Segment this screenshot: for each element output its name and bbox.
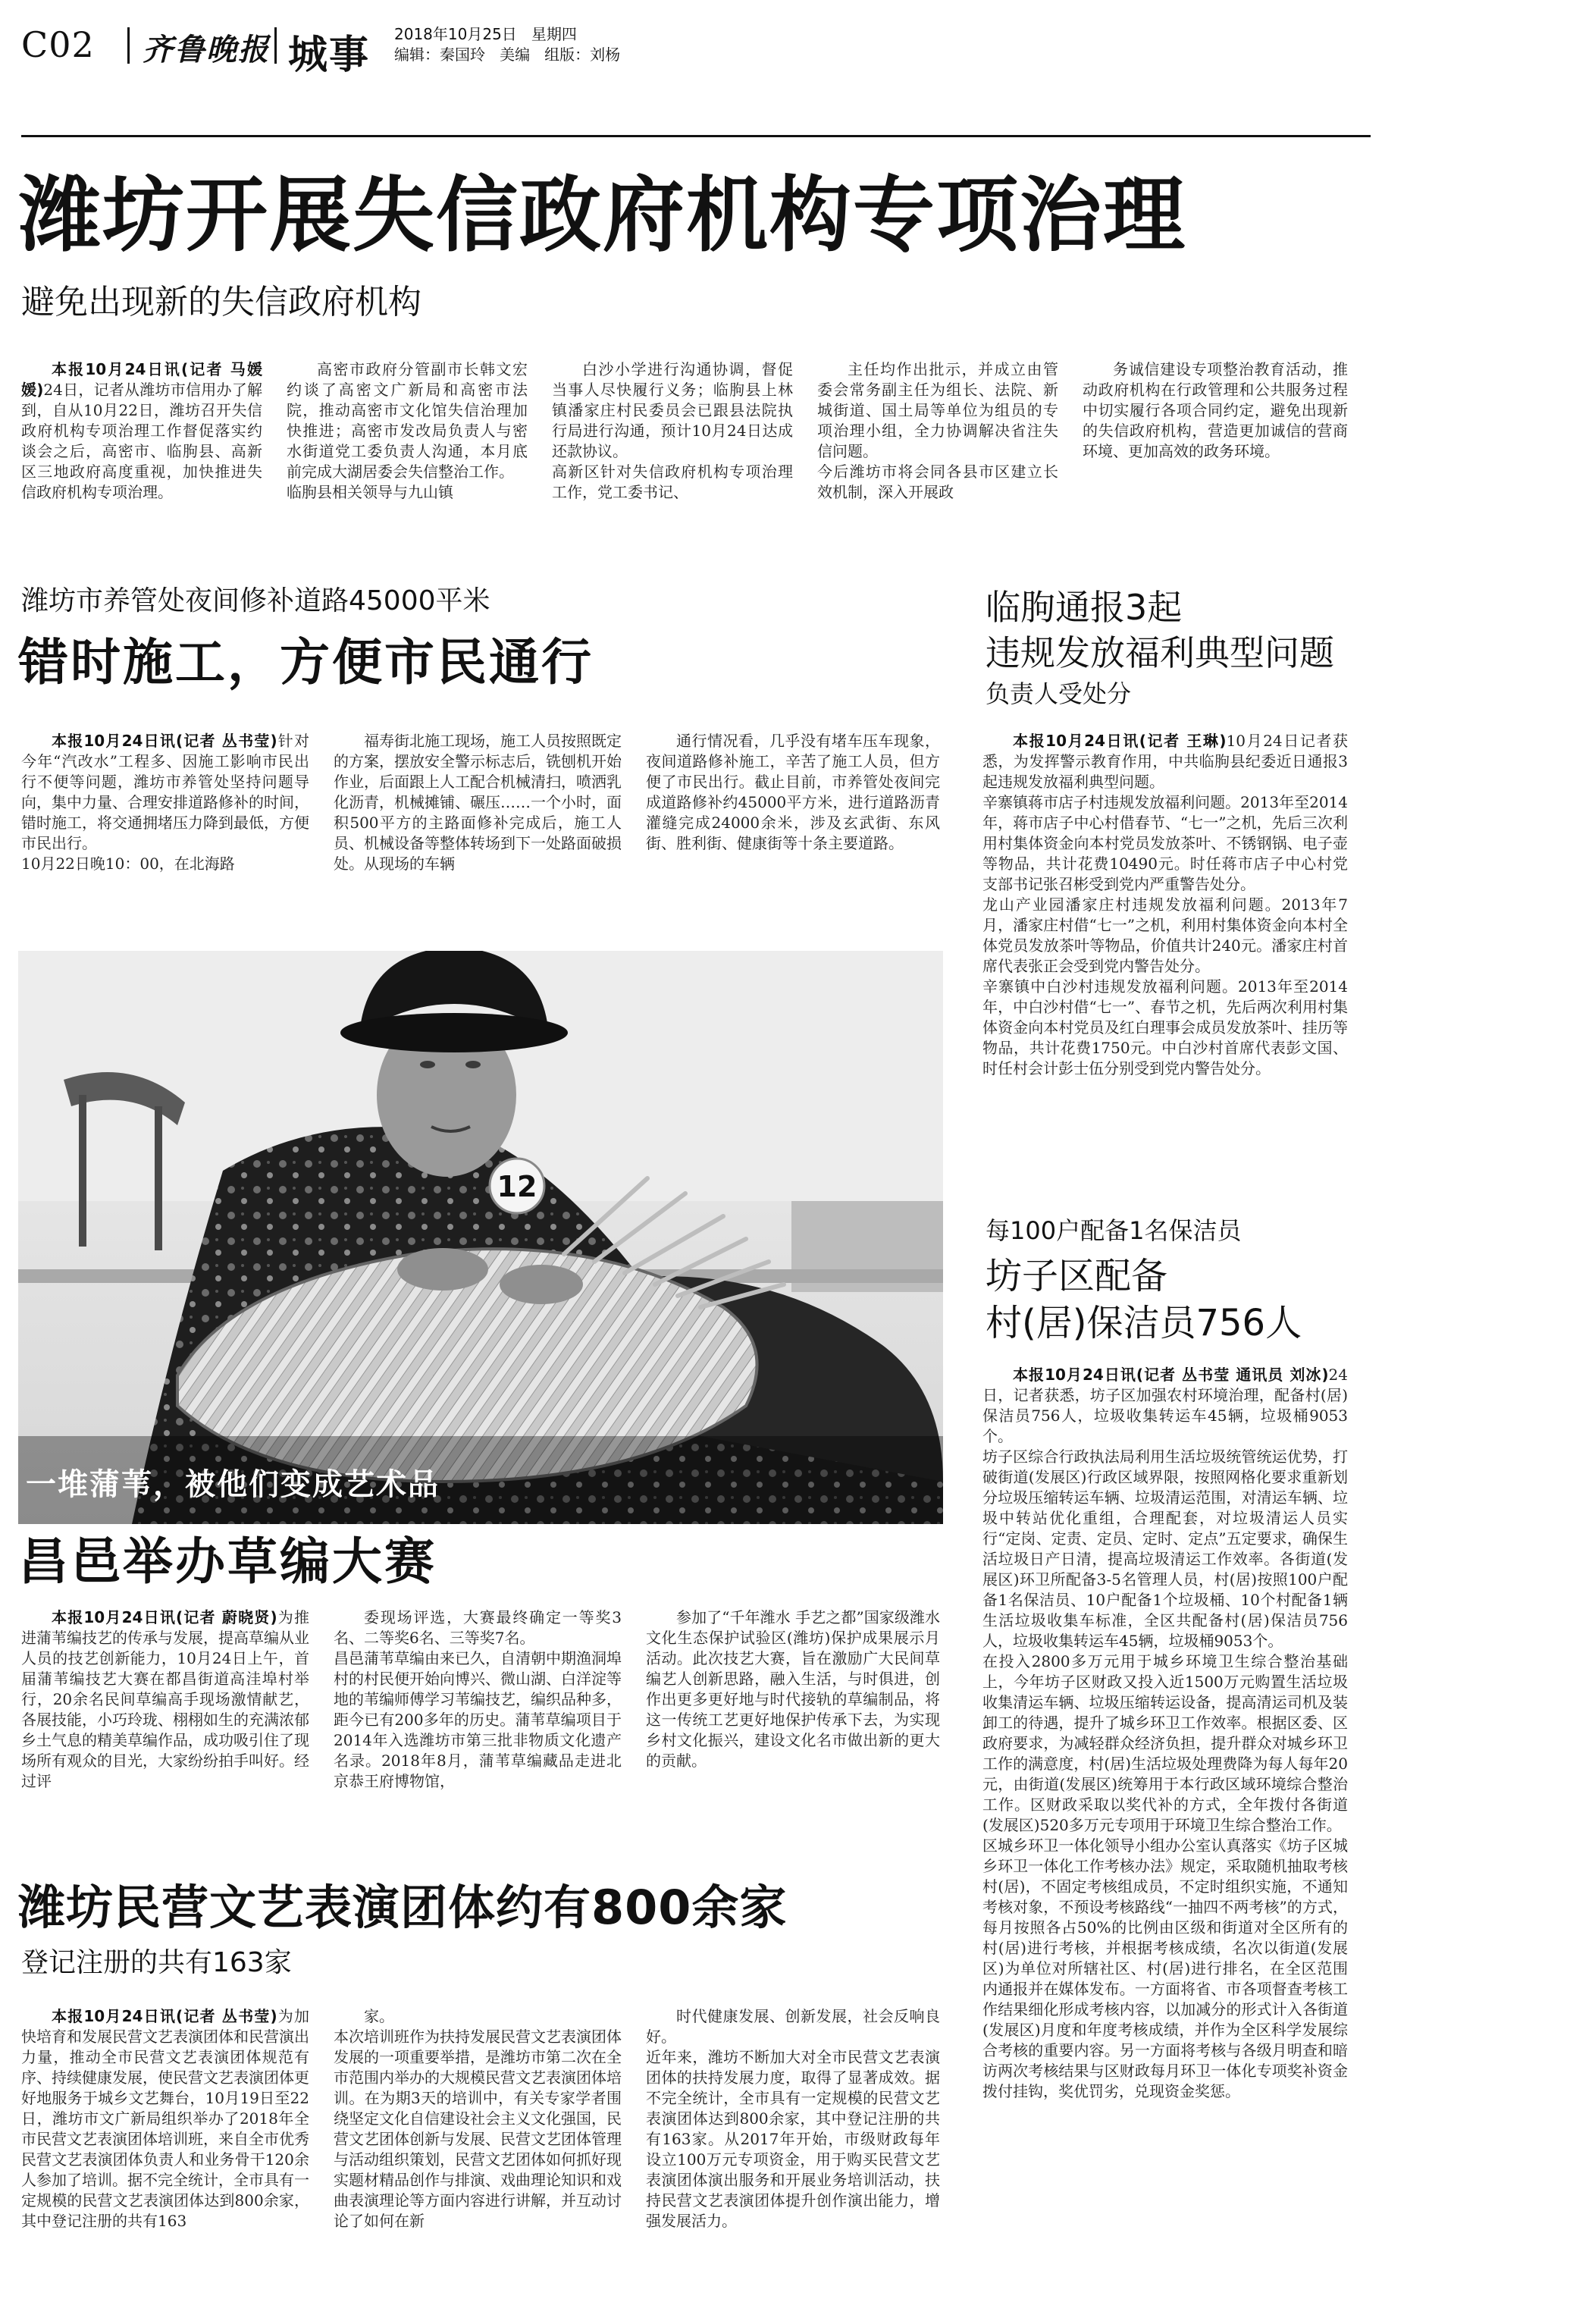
lead-column-5: 务诚信建设专项整治教育活动，推动政府机构在行政管理和公共服务过程中切实履行各项合同约定，避免出现新的失信政府机构，营造更加诚信的营商环境、更加高效的政务环境。 (1083, 360, 1348, 460)
road-column-3: 通行情况看，几乎没有堵车压车现象，夜间道路修补施工，辛苦了施工人员，但方便了市民出行。截止目前，市养管处夜间完成道路修补约45000平方米，进行道路沥青灌缝完成24000余米，涉及玄武街、东风街、胜利街、健康街等十条主要道路。 (646, 732, 940, 852)
linqu-subheadline: 负责人受处分 (986, 679, 1132, 708)
lead-subheadline: 避免出现新的失信政府机构 (21, 283, 421, 321)
cleaner-headline-line2: 村(居)保洁员756人 (986, 1302, 1302, 1344)
troupe-byline: 本报10月24日讯(记者 丛书莹) (52, 2007, 277, 2025)
newspaper-logo: 齐鲁晚报 (143, 32, 270, 67)
linqu-headline-line2: 违规发放福利典型问题 (986, 632, 1334, 673)
troupe-headline: 潍坊民营文艺表演团体约有800余家 (18, 1880, 788, 1935)
cleaner-body (982, 1365, 1348, 2297)
road-byline: 本报10月24日讯(记者 丛书莹) (52, 732, 277, 750)
troupe-subheadline: 登记注册的共有163家 (21, 1947, 292, 1978)
lead-column-1 (21, 359, 262, 549)
photo-caption: 一堆蒲苇，被他们变成艺术品 (26, 1467, 440, 1502)
photo-woman-weaving-basket (18, 951, 943, 1524)
cleaner-byline: 本报10月24日讯(记者 丛书莹 通讯员 刘冰) (1013, 1366, 1329, 1384)
masthead-meta (394, 24, 620, 65)
lead-column-2: 高密市政府分管副市长韩文宏约谈了高密文广新局和高密市法院，推动高密市文化馆失信治理加快推进；高密市发改局负责人与密水街道党工委负责人沟通，本月底前完成大湖居委会失信整治工作。 临朐县相关领导与九山镇 (287, 360, 528, 501)
road-headline: 错时施工，方便市民通行 (18, 633, 594, 692)
weaving-headline: 昌邑举办草编大赛 (18, 1532, 437, 1591)
editor-credits: 编辑：秦国玲 美编 组版：刘杨 (394, 45, 621, 64)
road-column-1 (21, 731, 309, 940)
troupe-column-3: 时代健康发展、创新发展，社会反响良好。 近年来，潍坊不断加大对全市民营文艺表演团体的扶持发展力度，取得了显著成效。据不完全统计，全市具有一定规模的民营文艺表演团体达到800余家，其中登记注册的共有163家。从2017年开始，市级财政每年设立100万元专项资金，用于购买民营文艺表演团体演出服务和开展业务培训活动，扶持民营文艺表演团体提升创作演出能力，增强发展活力。 (646, 2007, 940, 2230)
issue-date: 2018年10月25日 星期四 (394, 25, 577, 43)
weaving-column-3: 参加了“千年潍水 手艺之都”国家级潍水文化生态保护试验区(潍坊)保护成果展示月活动。此次技艺大赛，旨在激励广大民间草编艺人创新思路，融入生活，与时俱进，创作出更多更好地与时代接轨的草编制品，将这一传统工艺更好地保护传承下去，为实现乡村文化振兴，建设文化名市做出新的更大的贡献。 (646, 1608, 940, 1770)
road-column-2: 福寿街北施工现场，施工人员按照既定的方案，摆放安全警示标志后，铣刨机开始作业，后面跟上人工配合机械清扫，喷洒乳化沥青，机械摊铺、碾压……一个小时，面积500平方的主路面修补完成后，施工人员、机械设备等整体转场到下一处路面破损处。从现场的车辆 (334, 732, 622, 873)
road-kicker: 潍坊市养管处夜间修补道路45000平米 (21, 585, 490, 616)
lead-column-3: 白沙小学进行沟通协调，督促当事人尽快履行义务；临朐县上林镇潘家庄村民委员会已跟县法院执行局进行沟通，预计10月24日达成还款协议。 高新区针对失信政府机构专项治理工作，党工委书记、 (552, 360, 793, 501)
weaving-byline: 本报10月24日讯(记者 蔚晓贤) (52, 1608, 277, 1626)
lead-headline: 潍坊开展失信政府机构专项治理 (19, 168, 1187, 263)
bib-number: 12 (497, 1170, 537, 1203)
lead-column-4: 主任均作出批示，并成立由管委会常务副主任为组长、法院、新城街道、国土局等单位为组员的专项治理小组，全力协调解决省注失信问题。 今后潍坊市将会同各县市区建立长效机制，深入开展政 (817, 360, 1058, 501)
lead-byline: 本报10月24日讯(记者 马媛媛) (21, 360, 262, 399)
road-column-text: 针对今年“汽改水”工程多、因施工影响市民出行不便等问题，潍坊市养管处坚持问题导向，集中力量、合理安排道路修补的时间，错时施工，将交通拥堵压力降到最低，方便市民出行。 10月22日晚10：00，在北海路 (21, 732, 309, 873)
masthead-rule (21, 135, 1371, 137)
troupe-column-1 (21, 2006, 309, 2302)
troupe-column-2: 家。 本次培训班作为扶持发展民营文艺表演团体发展的一项重要举措，是潍坊市第二次在全市范围内举办的大规模民营文艺表演团体培训。在为期3天的培训中，有关专家学者围绕坚定文化自信建设社会主义文化强国，民营文艺团体创新与发展、民营文艺团体管理与活动组织策划，民营文艺团体如何抓好现实题材精品创作与排演、戏曲理论知识和戏曲表演理论等方面内容进行讲解，并互动讨论了如何在新 (334, 2007, 622, 2230)
linqu-body (982, 731, 1348, 1186)
masthead (21, 17, 1371, 78)
cleaner-headline-line1: 坊子区配备 (986, 1255, 1168, 1297)
news-photo (18, 951, 943, 1524)
weaving-column-text: 为推进蒲苇编技艺的传承与发展，提高草编从业人员的技艺创新能力，10月24日上午，首届蒲苇编技艺大赛在都昌街道高洼埠村举行，20余名民间草编高手现场激情献艺，各展技能，小巧玲珑、栩栩如生的充满浓郁乡土气息的精美草编作品，成功吸引住了现场所有观众的目光，大家纷纷拍手叫好。经过评 (21, 1608, 309, 1790)
linqu-headline-line1: 临朐通报3起 (986, 587, 1183, 628)
linqu-byline: 本报10月24日讯(记者 王琳) (1013, 732, 1227, 750)
masthead-divider (274, 27, 277, 64)
weaving-column-2: 委现场评选，大赛最终确定一等奖3名、二等奖6名、三等奖7名。 昌邑蒲苇草编由来已久，自清朝中期渔洞埠村的村民便开始向博兴、微山湖、白洋淀等地的苇编师傅学习苇编技艺，编织品种多，距今已有200多年的历史。蒲苇草编项目于2014年入选潍坊市第三批非物质文化遗产名录。2018年8月，蒲苇草编藏品走进北京恭王府博物馆， (334, 1608, 622, 1790)
troupe-column-text: 为加快培育和发展民营文艺表演团体和民营演出力量，推动全市民营文艺表演团体规范有序、持续健康发展，使民营文艺表演团体更好地服务于城乡文艺舞台，10月19日至22日，潍坊市文广新局组织举办了2018年全市民营文艺表演团体培训班，来自全市优秀民营文艺表演团体负责人和业务骨干120余人参加了培训。据不完全统计，全市具有一定规模的民营文艺表演团体达到800余家，其中登记注册的共有163 (21, 2007, 309, 2230)
masthead-divider (127, 27, 130, 64)
page-number: C02 (21, 24, 95, 65)
cleaner-body-text: 24日，记者获悉，坊子区加强农村环境治理，配备村(居)保洁员756人，垃圾收集转运车45辆，垃圾桶9053个。 坊子区综合行政执法局利用生活垃圾统管统运优势，打破街道(发展区)行政区域界限，按照网格化要求重新划分垃圾压缩转运车辆、垃圾清运范围，对清运车辆、垃圾中转站优化重组，合理配套，对垃圾清运人员实行“定岗、定责、定员、定时、定点”五定要求，确保生活垃圾日产日清，提高垃圾清运工作效率。各街道(发展区)环卫所配备3-5名管理人员，村(居)按照100户配备1名保洁员、10户配备1个垃圾桶、10个村配备1辆生活垃圾收集车标准，全区共配备村(居)保洁员756人，垃圾收集转运车45辆，垃圾桶9053个。 在投入2800多万元用于城乡环境卫生综合整治基础上，今年坊子区财政又投入近1500万元购置生活垃圾收集清运车辆、垃圾压缩转运设备，提高清运司机及装卸工的待遇，提升了城乡环卫工作效率。根据区委、区政府要求，为减轻群众经济负担，提升群众对城乡环卫工作的满意度，村(居)生活垃圾处理费降为每人每年20元，由街道(发展区)统筹用于本行政区域环境综合整治工作。区财政采取以奖代补的方式，全年拨付各街道(发展区)520多万元专项用于环境卫生综合整治工作。 区城乡环卫一体化领导小组办公室认真落实《坊子区城乡环卫一体化工作考核办法》规定，采取随机抽取考核村(居)，不固定考核组成员，不定时组织实施，不通知考核对象，不预设考核路线“一抽四不两考核”的方式，每月按照各占50%的比例由区级和街道对全区所有的村(居)进行考核，并根据考核成绩，名次以街道(发展区)为单位对所辖社区、村(居)进行排名，在全区范围内通报并在媒体发布。一方面将省、市各项督查考核工作结果细化形成考核内容，以加减分的形式计入各街道(发展区)月度和年度考核成绩，并作为全区科学发展综合考核的重要内容。另一方面将考核与各级月明查和暗访两次考核结果与区财政每月环卫一体化专项奖补资金拨付挂钩，奖优罚劣，兑现资金奖惩。 (982, 1366, 1348, 2100)
cleaner-kicker: 每100户配备1名保洁员 (986, 1216, 1242, 1245)
lead-column-text: 24日，记者从潍坊市信用办了解到，自从10月22日，潍坊召开失信政府机构专项治理工作督促落实约谈会之后，高密市、临朐县、高新区三地政府高度重视，加快推进失信政府机构专项治理。 (21, 381, 262, 501)
linqu-body-text: 10月24日记者获悉，为发挥警示教育作用，中共临朐县纪委近日通报3起违规发放福利典型问题。 辛寨镇蒋市店子村违规发放福利问题。2013年至2014年，蒋市店子中心村借春节、“七一”之机，先后三次利用村集体资金向本村党员发放茶叶、不锈钢锅、电子壶等物品，共计花费10490元。时任蒋市店子中心村党支部书记张召彬受到党内严重警告处分。 龙山产业园潘家庄村违规发放福利问题。2013年7月，潘家庄村借“七一”之机，利用村集体资金向本村全体党员发放茶叶等物品，价值共计240元。潘家庄村首席代表张正会受到党内警告处分。 辛寨镇中白沙村违规发放福利问题。2013年至2014年，中白沙村借“七一”、春节之机，先后两次利用村集体资金向本村党员及红白理事会成员发放茶叶、挂历等物品，共计花费1750元。中白沙村首席代表彭文国、时任村会计彭士伍分别受到党内警告处分。 (982, 732, 1348, 1077)
section-title: 城事 (288, 33, 371, 78)
weaving-column-1 (21, 1607, 309, 1849)
